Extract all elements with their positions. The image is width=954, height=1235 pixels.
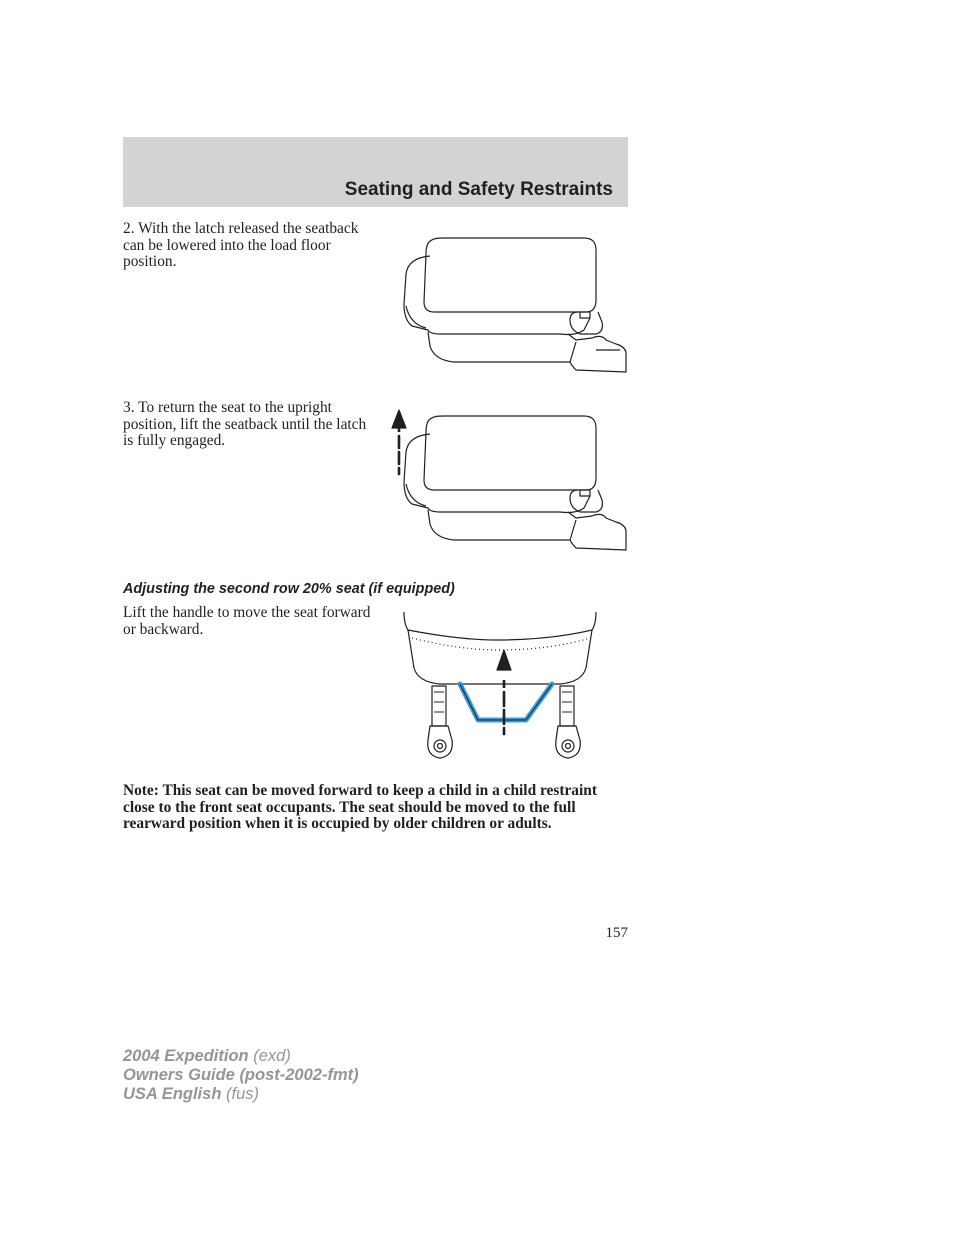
right-seat-leg xyxy=(556,686,581,758)
seat-lift-illustration xyxy=(385,404,630,556)
footer xyxy=(123,1047,359,1104)
seat-folded-illustration xyxy=(400,234,630,374)
section-body-text: Lift the handle to move the seat forward or backward. xyxy=(123,604,371,638)
header-band xyxy=(123,137,628,207)
note-text: Note: This seat can be moved forward to keep a child in a child restraint close to the front seat occupants. The seat should be moved to the full rearward position when it is occupied by older children or adults. xyxy=(123,782,597,832)
footer-line-2: Owners Guide (post-2002-fmt) xyxy=(123,1066,359,1084)
footer-line-3: USA English (fus) xyxy=(123,1085,259,1103)
footer-line-1: 2004 Expedition (exd) xyxy=(123,1047,291,1065)
step-3-text: 3. To return the seat to the upright position, lift the seatback until the latch is fully engaged. xyxy=(123,399,367,449)
step-2-text: 2. With the latch released the seatback can be lowered into the load floor position. xyxy=(123,220,359,270)
page-title: Seating and Safety Restraints xyxy=(344,179,613,200)
seat-handle-illustration xyxy=(400,610,600,765)
section-heading: Adjusting the second row 20% seat (if equipped) xyxy=(123,581,455,597)
left-seat-leg xyxy=(428,686,453,758)
page-number: 157 xyxy=(605,925,628,941)
